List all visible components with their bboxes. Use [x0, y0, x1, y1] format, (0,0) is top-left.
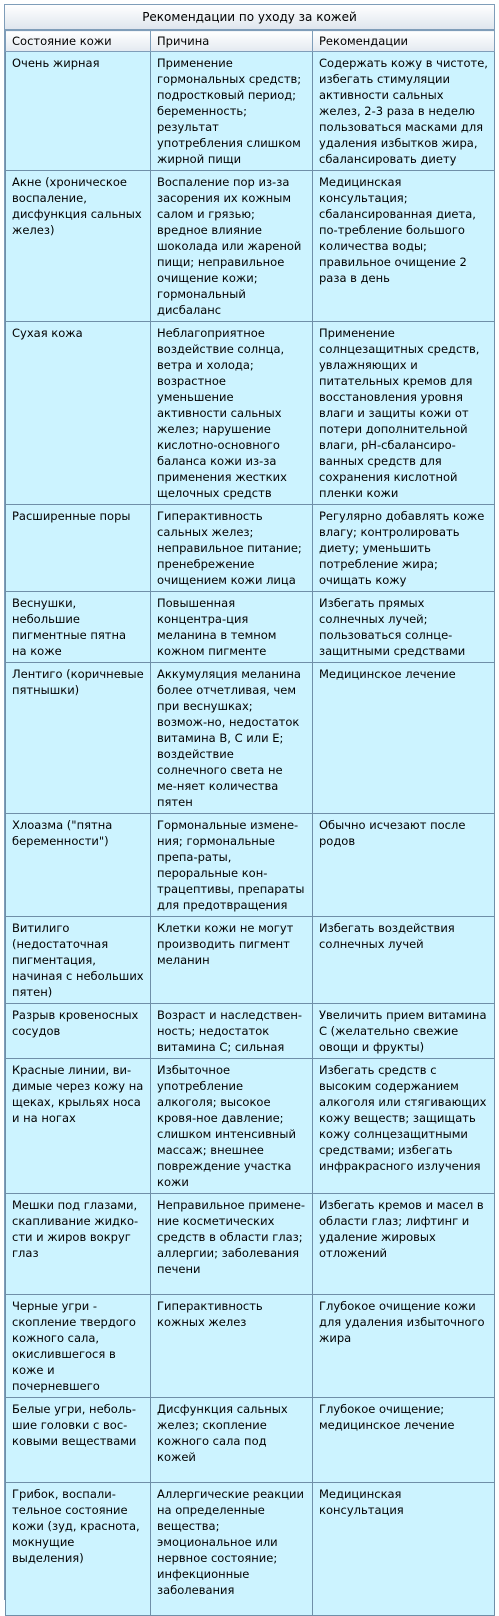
- table-row: [6, 1059, 495, 1194]
- cause-cell: Аллергические реакции на определенные вещества; эмоциональное или нервное состояние; инфекционные заболевания: [151, 1483, 313, 1616]
- table-row: [6, 917, 495, 1004]
- recommendation-cell: Медицинская консультация; сбалансированная диета, по-требление большого количества воды; правильное очищение 2 раза в день: [313, 171, 495, 322]
- cause-cell: Гормональные измене-ния; гормональные препа-раты, пероральные кон-трацептивы, препараты для предотвращения: [151, 814, 313, 917]
- recommendation-cell: Содержать кожу в чистоте, избегать стимуляции активности сальных желез, 2-3 раза в неделю пользоваться масками для удаления избытков жира, сбалансировать диету: [313, 52, 495, 171]
- condition-cell: Лентиго (коричневые пятнышки): [6, 663, 151, 814]
- condition-cell: Акне (хроническое воспаление, дисфункция сальных желез): [6, 171, 151, 322]
- recommendation-cell: Применение солнцезащитных средств, увлажняющих и питательных кремов для восстановления уровня влаги и защиты кожи от потери дополнительной влаги, pH-сбалансиро-ванных средств для сохранения кислотной пленки кожи: [313, 322, 495, 505]
- table-row: [6, 1483, 495, 1616]
- table-row: [6, 814, 495, 917]
- column-header-recommendation: Рекомендации: [313, 31, 495, 52]
- cause-cell: Применение гормональных средств; подростковый период; беременность; результат употребления слишком жирной пищи: [151, 52, 313, 171]
- cause-cell: Повышенная концентра-ция меланина в темном кожном пигменте: [151, 592, 313, 663]
- recommendation-cell: Избегать воздействия солнечных лучей: [313, 917, 495, 1004]
- condition-cell: Витилиго (недостаточная пигментация, начиная с небольших пятен): [6, 917, 151, 1004]
- skin-care-table-container: [4, 4, 495, 1600]
- condition-cell: Очень жирная: [6, 52, 151, 171]
- cause-cell: Возраст и наследствен-ность; недостаток витамина С; сильная: [151, 1004, 313, 1059]
- recommendation-cell: Обычно исчезают после родов: [313, 814, 495, 917]
- table-row: [6, 1295, 495, 1398]
- condition-cell: Красные линии, ви-димые через кожу на щеках, крыльях носа и на ногах: [6, 1059, 151, 1194]
- column-header-condition: Состояние кожи: [6, 31, 151, 52]
- condition-cell: Расширенные поры: [6, 505, 151, 592]
- header-row: [6, 31, 495, 52]
- table-row: [6, 1004, 495, 1059]
- recommendation-cell: Избегать кремов и масел в области глаз; лифтинг и удаление жировых отложений: [313, 1194, 495, 1295]
- cause-cell: Гиперактивность кожных желез: [151, 1295, 313, 1398]
- recommendation-cell: Глубокое очищение кожи для удаления избыточного жира: [313, 1295, 495, 1398]
- cause-cell: Воспаление пор из-за засорения их кожным салом и грязью; вредное влияние шоколада или жареной пищи; неправильное очищение кожи; гормональный дисбаланс: [151, 171, 313, 322]
- recommendation-cell: Глубокое очищение; медицинское лечение: [313, 1398, 495, 1483]
- cause-cell: Неблагоприятное воздействие солнца, ветра и холода; возрастное уменьшение активности сальных желез; нарушение кислотно-основного баланса кожи из-за применения жестких щелочных средств: [151, 322, 313, 505]
- cause-cell: Клетки кожи не могут производить пигмент меланин: [151, 917, 313, 1004]
- table-row: [6, 1398, 495, 1483]
- table-row: [6, 505, 495, 592]
- condition-cell: Мешки под глазами, скапливание жидко-сти и жиров вокруг глаз: [6, 1194, 151, 1295]
- recommendation-cell: Увеличить прием витамина С (желательно свежие овощи и фрукты): [313, 1004, 495, 1059]
- recommendation-cell: Медицинская консультация: [313, 1483, 495, 1616]
- recommendation-cell: Регулярно добавлять коже влагу; контролировать диету; уменьшить потребление жира; очищать кожу: [313, 505, 495, 592]
- recommendation-cell: Медицинское лечение: [313, 663, 495, 814]
- condition-cell: Хлоазма ("пятна беременности"): [6, 814, 151, 917]
- recommendation-cell: Избегать средств с высоким содержанием алкоголя или стягивающих кожу веществ; защищать кожу солнцезащитными средствами; избегать инфракрасного излучения: [313, 1059, 495, 1194]
- condition-cell: Веснушки, небольшие пигментные пятна на коже: [6, 592, 151, 663]
- condition-cell: Белые угри, неболь-шие головки с вос-ковыми веществами: [6, 1398, 151, 1483]
- table-row: [6, 322, 495, 505]
- condition-cell: Черные угри - скопление твердого кожного сала, окислившегося в коже и почерневшего: [6, 1295, 151, 1398]
- condition-cell: Сухая кожа: [6, 322, 151, 505]
- table-row: [6, 592, 495, 663]
- table-row: [6, 663, 495, 814]
- recommendation-cell: Избегать прямых солнечных лучей; пользоваться солнце-защитными средствами: [313, 592, 495, 663]
- table-row: [6, 171, 495, 322]
- condition-cell: Разрыв кровеносных сосудов: [6, 1004, 151, 1059]
- table-row: [6, 52, 495, 171]
- cause-cell: Аккумуляция меланина более отчетливая, чем при веснушках; возмож-но, недостаток витамина В, С или Е; воздействие солнечного света не ме-няет количества пятен: [151, 663, 313, 814]
- cause-cell: Неправильное примене-ние косметических средств в области глаз; аллергии; заболевания печени: [151, 1194, 313, 1295]
- column-header-cause: Причина: [151, 31, 313, 52]
- skin-care-table: [5, 30, 495, 1616]
- table-title: Рекомендации по уходу за кожей: [5, 5, 494, 30]
- cause-cell: Избыточное употребление алкоголя; высокое кровя-ное давление; слишком интенсивный массаж; внешнее повреждение участка кожи: [151, 1059, 313, 1194]
- condition-cell: Грибок, воспали-тельное состояние кожи (зуд, краснота, мокнущие выделения): [6, 1483, 151, 1616]
- table-row: [6, 1194, 495, 1295]
- cause-cell: Гиперактивность сальных желез; неправильное питание; пренебрежение очищением кожи лица: [151, 505, 313, 592]
- cause-cell: Дисфункция сальных желез; скопление кожного сала под кожей: [151, 1398, 313, 1483]
